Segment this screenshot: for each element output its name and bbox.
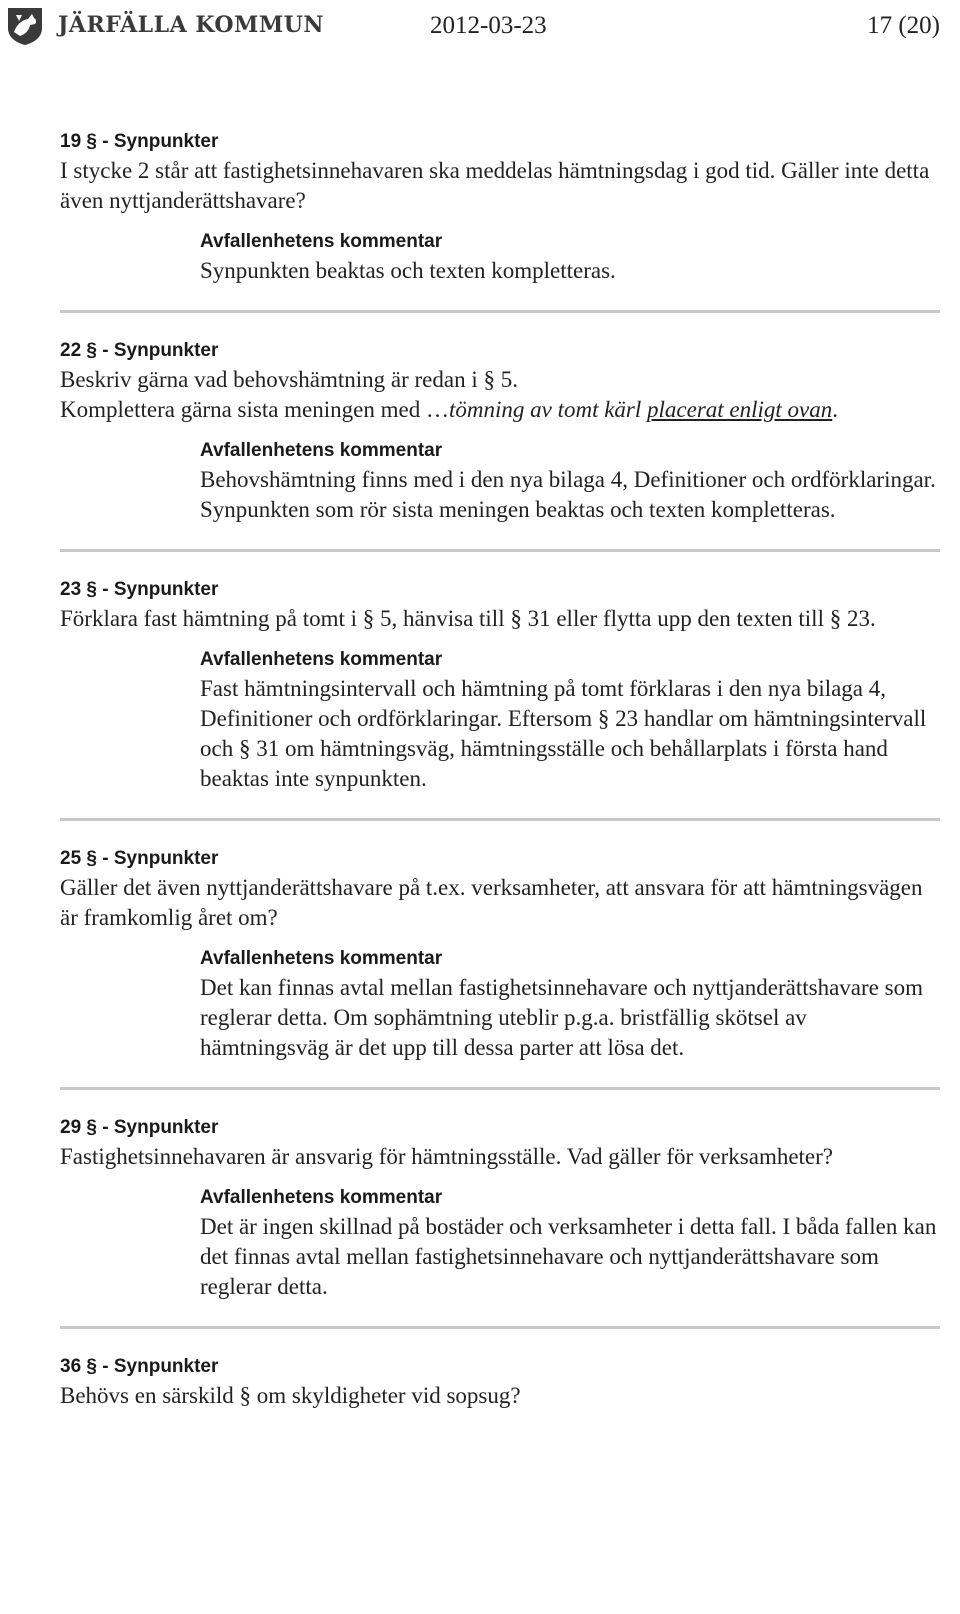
section-25 [60,845,940,1063]
section-heading: 29 § - Synpunkter [60,1117,219,1138]
section-divider [60,818,940,821]
comment-heading: Avfallenhetens kommentar [200,440,443,461]
organization-name: JÄRFÄLLA KOMMUN [58,12,325,38]
comment-text: Fast hämtningsintervall och hämtning på tomt förklaras i den nya bilaga 4, Definitioner och ordförklaringar. Eftersom § 23 handlar om hämtningsintervall och § 31 om hämtningsväg, hämtningsställe och behållarplats i första hand beaktas inte synpunkten. [200,676,927,791]
comment-text: Synpunkten beaktas och texten kompletteras. [200,258,616,283]
section-heading: 36 § - Synpunkter [60,1356,219,1377]
section-text: Förklara fast hämtning på tomt i § 5, hänvisa till § 31 eller flytta upp den texten till § 23. [60,606,876,631]
comment-block [200,228,940,286]
section-heading: 25 § - Synpunkter [60,848,219,869]
comment-heading: Avfallenhetens kommentar [200,948,443,969]
underlined-text: placerat enligt ovan [647,397,833,422]
section-divider [60,1087,940,1090]
section-divider [60,549,940,552]
page-number: 17 (20) [867,12,940,39]
text-prefix: Komplettera gärna sista meningen med … [60,397,449,422]
section-19 [60,128,940,286]
section-text: I stycke 2 står att fastighetsinnehavaren ska meddelas hämtningsdag i god tid. Gäller inte detta även nyttjanderättshavare? [60,158,930,213]
comment-block [200,437,940,525]
section-heading: 23 § - Synpunkter [60,579,219,600]
text-suffix: . [832,397,839,422]
section-heading: 19 § - Synpunkter [60,131,219,152]
document-date: 2012-03-23 [430,12,547,39]
comment-text: Det är ingen skillnad på bostäder och verksamheter i detta fall. I båda fallen kan det finnas avtal mellan fastighetsinnehavare och nyttjanderättshavare som reglerar detta. [200,1214,937,1299]
document-body [60,128,940,1411]
section-29 [60,1114,940,1302]
comment-block [200,945,940,1063]
section-text-line: Beskriv gärna vad behovshämtning är redan i § 5. [60,367,518,392]
comment-block [200,646,940,794]
comment-heading: Avfallenhetens kommentar [200,649,443,670]
section-text: Fastighetsinnehavaren är ansvarig för hämtningsställe. Vad gäller för verksamheter? [60,1144,834,1169]
section-36 [60,1353,940,1411]
coat-of-arms-icon [6,6,44,46]
comment-heading: Avfallenhetens kommentar [200,1187,443,1208]
section-22 [60,337,940,525]
section-divider [60,310,940,313]
italic-text: tömning av tomt kärl [448,397,648,422]
section-text: Gäller det även nyttjanderättshavare på t.ex. verksamheter, att ansvara för att hämtningsvägen är framkomlig året om? [60,875,923,930]
section-text: Behövs en särskild § om skyldigheter vid sopsug? [60,1383,521,1408]
comment-block [200,1184,940,1302]
section-23 [60,576,940,794]
section-heading: 22 § - Synpunkter [60,340,219,361]
page-header [0,0,960,60]
section-text-line [60,395,940,425]
section-divider [60,1326,940,1329]
comment-heading: Avfallenhetens kommentar [200,231,443,252]
comment-text: Behovshämtning finns med i den nya bilaga 4, Definitioner och ordförklaringar. Synpunkten som rör sista meningen beaktas och texten kompletteras. [200,467,936,522]
comment-text: Det kan finnas avtal mellan fastighetsinnehavare och nyttjanderättshavare som reglerar detta. Om sophämtning uteblir p.g.a. bristfällig skötsel av hämtningsväg är det upp till dessa parter att lösa det. [200,975,923,1060]
